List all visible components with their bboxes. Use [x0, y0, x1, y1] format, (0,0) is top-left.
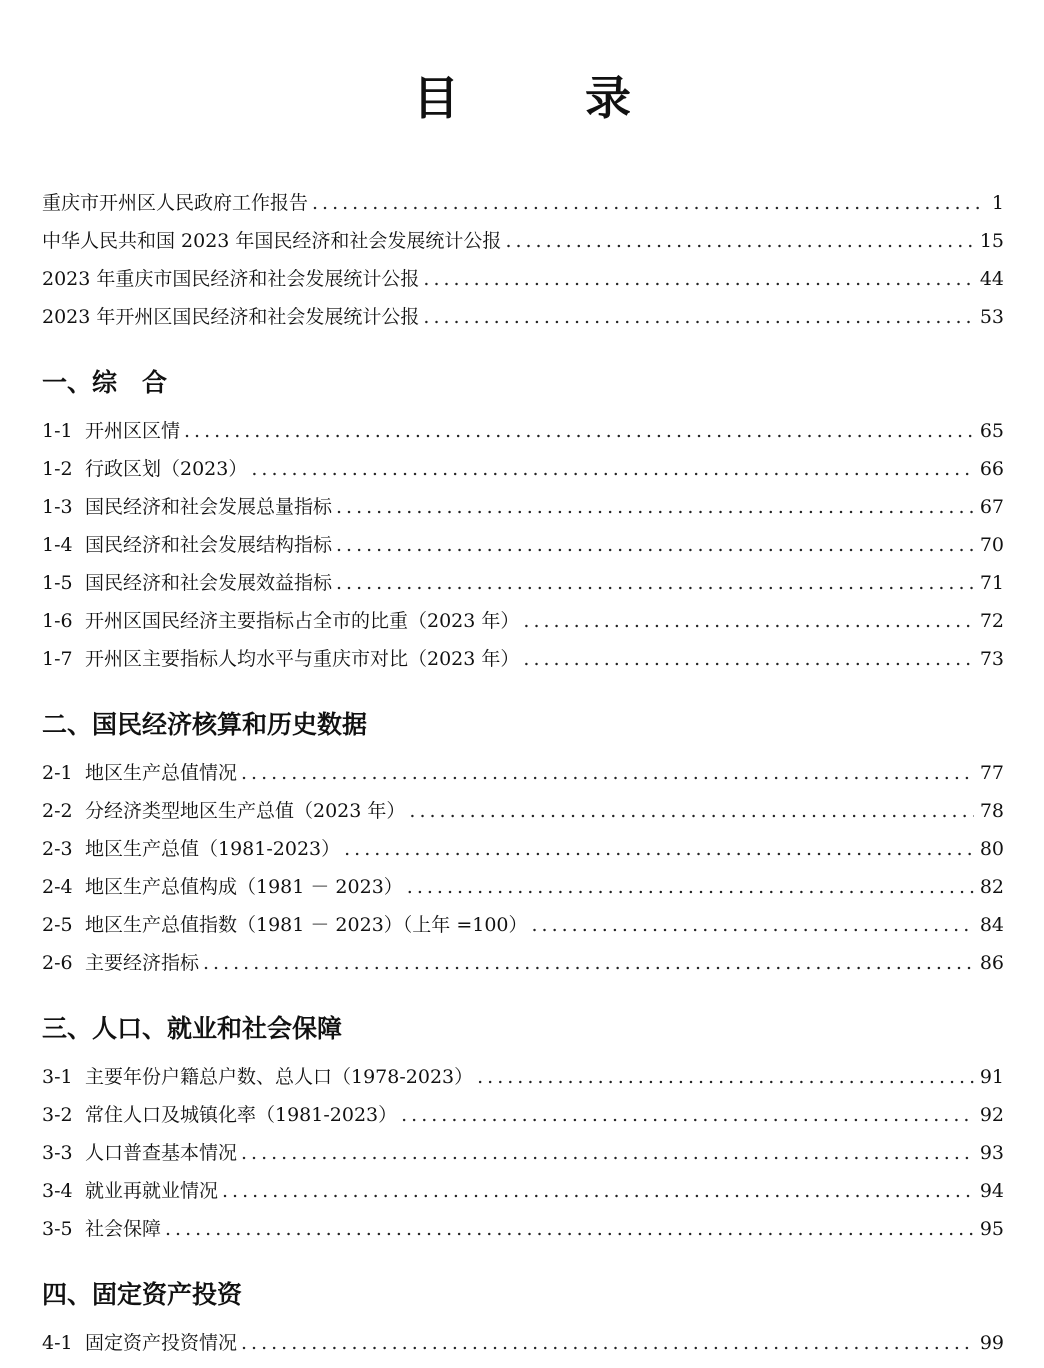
dot-leader [423, 260, 973, 298]
toc-entry[interactable] [42, 450, 1004, 488]
toc-page-number: 71 [979, 572, 1004, 594]
toc-entry-title: 地区生产总值情况 [85, 762, 238, 784]
section-heading[interactable]: 一、综 合 [42, 368, 168, 397]
toc-page-number: 86 [979, 952, 1004, 974]
toc-entry-number: 2-5 [42, 914, 73, 936]
toc-entry-number: 4-1 [42, 1332, 73, 1354]
toc-entry[interactable] [42, 1172, 1004, 1210]
toc-entry-number: 3-1 [42, 1066, 73, 1088]
toc-entry-title: 地区生产总值构成（1981 － 2023） [85, 876, 403, 898]
toc-entry[interactable] [42, 602, 1004, 640]
page-title: 目 录 [413, 71, 671, 125]
toc-entry-number: 2-2 [42, 800, 73, 822]
toc-entry[interactable] [42, 488, 1004, 526]
toc-entry[interactable] [42, 792, 1004, 830]
dot-leader [523, 640, 973, 678]
toc-page-number: 80 [979, 838, 1004, 860]
toc-entry-title: 常住人口及城镇化率（1981-2023） [85, 1104, 398, 1126]
toc-page-number: 53 [979, 306, 1004, 328]
toc-page-number: 99 [979, 1332, 1004, 1354]
toc-page-number: 65 [979, 420, 1004, 442]
toc-entry-number: 1-6 [42, 610, 73, 632]
table-of-contents [42, 184, 1004, 1362]
dot-leader [336, 526, 974, 564]
toc-entry-title: 国民经济和社会发展总量指标 [85, 496, 333, 518]
toc-page-number: 44 [979, 268, 1004, 290]
toc-entry-title: 地区生产总值（1981-2023） [85, 838, 341, 860]
toc-entry[interactable] [42, 906, 1004, 944]
section-heading[interactable]: 四、固定资产投资 [42, 1280, 243, 1309]
dot-leader [251, 450, 973, 488]
dot-leader [401, 1096, 974, 1134]
toc-entry[interactable] [42, 754, 1004, 792]
toc-entry-title: 主要经济指标 [85, 952, 200, 974]
toc-entry[interactable] [42, 564, 1004, 602]
toc-page-number: 15 [979, 230, 1004, 252]
dot-leader [184, 412, 974, 450]
toc-entry-number: 1-3 [42, 496, 73, 518]
toc-entry[interactable] [42, 830, 1004, 868]
dot-leader [241, 754, 974, 792]
toc-entry-title: 开州区国民经济主要指标占全市的比重（2023 年） [85, 610, 520, 632]
toc-entry-number: 1-2 [42, 458, 73, 480]
toc-entry-title: 2023 年重庆市国民经济和社会发展统计公报 [42, 268, 420, 290]
toc-page-number: 78 [979, 800, 1004, 822]
dot-leader [203, 944, 974, 982]
toc-entry[interactable] [42, 1096, 1004, 1134]
dot-leader [505, 222, 973, 260]
toc-entry-number: 2-6 [42, 952, 73, 974]
toc-entry[interactable] [42, 944, 1004, 982]
toc-entry[interactable] [42, 1210, 1004, 1248]
front-matter-list [42, 184, 1004, 336]
toc-page-number: 94 [979, 1180, 1004, 1202]
dot-leader [312, 184, 980, 222]
toc-page-number: 67 [979, 496, 1004, 518]
toc-page-number: 72 [979, 610, 1004, 632]
toc-entry-title: 国民经济和社会发展效益指标 [85, 572, 333, 594]
toc-section [42, 1276, 1004, 1362]
toc-page-number: 77 [979, 762, 1004, 784]
toc-entry-title: 分经济类型地区生产总值（2023 年） [85, 800, 406, 822]
toc-entry-number: 1-1 [42, 420, 73, 442]
toc-entry-title: 固定资产投资情况 [85, 1332, 238, 1354]
toc-page-number: 84 [979, 914, 1004, 936]
toc-entry-number: 3-4 [42, 1180, 73, 1202]
dot-leader [409, 792, 973, 830]
dot-leader [336, 564, 974, 602]
toc-entry-number: 2-1 [42, 762, 73, 784]
dot-leader [523, 602, 973, 640]
toc-page-number: 91 [979, 1066, 1004, 1088]
toc-page-number: 1 [991, 192, 1004, 214]
toc-entry-number: 1-7 [42, 648, 73, 670]
toc-entry-title: 主要年份户籍总户数、总人口（1978-2023） [85, 1066, 474, 1088]
toc-entry-title: 开州区区情 [85, 420, 181, 442]
toc-page-number: 70 [979, 534, 1004, 556]
toc-entry[interactable] [42, 1134, 1004, 1172]
dot-leader [241, 1134, 974, 1172]
toc-entry-title: 行政区划（2023） [85, 458, 248, 480]
toc-page-number: 92 [979, 1104, 1004, 1126]
toc-entry[interactable] [42, 184, 1004, 222]
toc-entry-number: 2-4 [42, 876, 73, 898]
toc-entry-title: 重庆市开州区人民政府工作报告 [42, 192, 309, 214]
toc-entry[interactable] [42, 260, 1004, 298]
dot-leader [165, 1210, 974, 1248]
toc-entry-number: 2-3 [42, 838, 73, 860]
toc-section [42, 1010, 1004, 1248]
toc-entry-number: 3-5 [42, 1218, 73, 1240]
dot-leader [222, 1172, 974, 1210]
toc-entry-number: 3-2 [42, 1104, 73, 1126]
toc-entry-title: 社会保障 [85, 1218, 162, 1240]
section-heading[interactable]: 二、国民经济核算和历史数据 [42, 710, 368, 739]
toc-entry-title: 国民经济和社会发展结构指标 [85, 534, 333, 556]
toc-entry-title: 地区生产总值指数（1981 － 2023）（上年 =100） [85, 914, 528, 936]
toc-page-number: 82 [979, 876, 1004, 898]
toc-entry[interactable] [42, 868, 1004, 906]
toc-entry[interactable] [42, 1324, 1004, 1362]
toc-entry[interactable] [42, 640, 1004, 678]
toc-page-number: 73 [979, 648, 1004, 670]
toc-entry-title: 人口普查基本情况 [85, 1142, 238, 1164]
toc-entry[interactable] [42, 222, 1004, 260]
toc-entry-number: 3-3 [42, 1142, 73, 1164]
dot-leader [477, 1058, 974, 1096]
toc-page-number: 93 [979, 1142, 1004, 1164]
toc-entry-title: 开州区主要指标人均水平与重庆市对比（2023 年） [85, 648, 520, 670]
toc-page-number: 66 [979, 458, 1004, 480]
dot-leader [423, 298, 973, 336]
toc-entry[interactable] [42, 1058, 1004, 1096]
toc-entry-title: 2023 年开州区国民经济和社会发展统计公报 [42, 306, 420, 328]
dot-leader [344, 830, 974, 868]
toc-entry-title: 中华人民共和国 2023 年国民经济和社会发展统计公报 [42, 230, 502, 252]
section-heading[interactable]: 三、人口、就业和社会保障 [42, 1014, 343, 1043]
toc-entry[interactable] [42, 298, 1004, 336]
toc-entry[interactable] [42, 526, 1004, 564]
toc-entry[interactable] [42, 412, 1004, 450]
toc-page-number: 95 [979, 1218, 1004, 1240]
dot-leader [241, 1324, 974, 1362]
dot-leader [532, 906, 974, 944]
dot-leader [407, 868, 974, 906]
toc-entry-number: 1-4 [42, 534, 73, 556]
toc-entry-title: 就业再就业情况 [85, 1180, 219, 1202]
toc-section [42, 706, 1004, 982]
toc-section [42, 364, 1004, 678]
toc-entry-number: 1-5 [42, 572, 73, 594]
dot-leader [336, 488, 974, 526]
